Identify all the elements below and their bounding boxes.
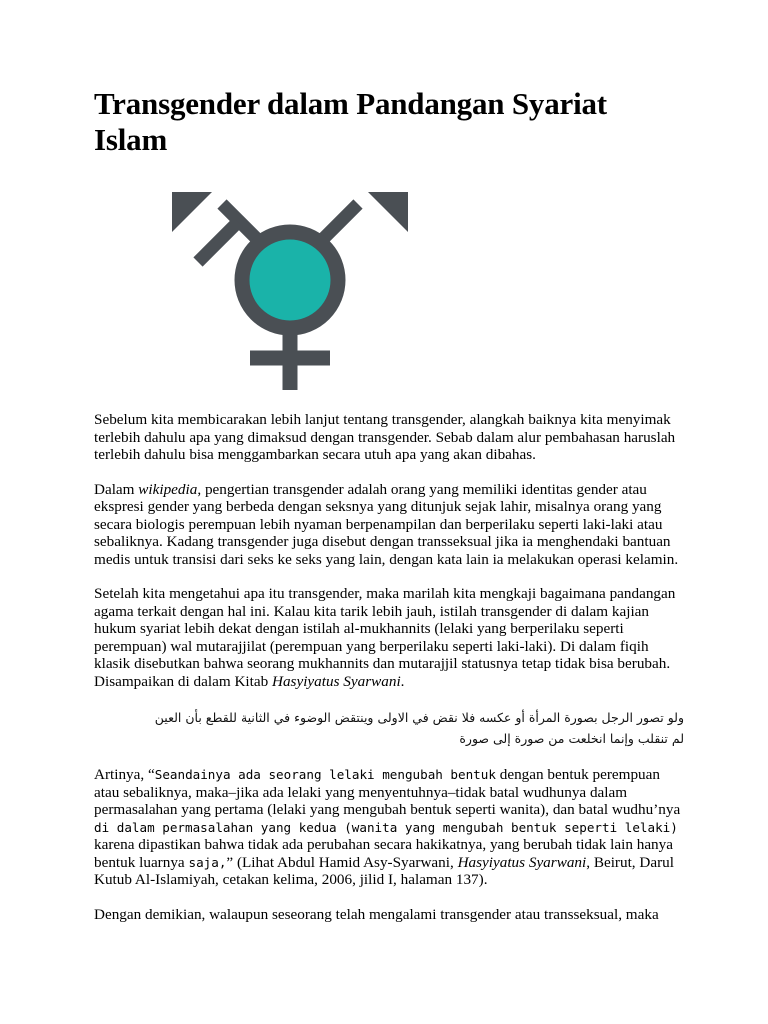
- paragraph-5: Dengan demikian, walaupun seseorang telah mengalami transgender atau transseksual, maka: [94, 905, 659, 923]
- left-crossbar: [198, 222, 238, 262]
- left-arrow-head: [172, 192, 212, 232]
- arabic-line-2: لم تنقلب وإنما انخلعت من صورة إلى صورة: [459, 731, 684, 746]
- paragraph-4: Artinya, “Seandainya ada seorang lelaki mengubah bentuk dengan bentuk perempuan atau sebaliknya, maka–jika ada lelaki yang menyentuhnya–tidak batal wudhunya dalam permasalahan yang pertama (lelaki yang mengubah bentuk seperti wanita), dan batal wudhu’nya di dalam permasalahan yang kedua (wanita yang mengubah bentuk seperti lelaki) karena dipastikan bahwa tidak ada perubahan secara hakikatnya, yang berubah tidak lain hanya bentuk luarnya saja,” (Lihat Abdul Hamid Asy-Syarwani, Hasyiyatus Syarwani, Beirut, Darul Kutub Al-Islamiyah, cetakan kelima, 2006, jilid I, halaman 137).: [94, 766, 681, 888]
- document-page: [94, 86, 682, 158]
- arabic-line-1: ولو تصور الرجل بصورة المرأة أو عكسه فلا نقض في الاولى وينتقض الوضوء في الثانية للقطع بأن العين: [154, 710, 684, 725]
- paragraph-2: Dalam wikipedia, pengertian transgender adalah orang yang memiliki identitas gender atau ekspresi gender yang berbeda dengan seksnya yang ditunjuk sejak lahir, misalnya orang yang secara biologis perempuan lebih nyaman berpenampilan dan berperilaku seperti laki-laki atau sebaliknya. Kadang transgender juga disebut dengan transseksual jika ia menghendaki bantuan medis untuk transisi dari seks ke seks yang lain, dengan kata lain ia melakukan operasi kelamin.: [94, 480, 679, 568]
- page-title: Transgender dalam Pandangan Syariat Islam: [94, 86, 607, 157]
- article-body: [94, 411, 684, 940]
- paragraph-3: Setelah kita mengetahui apa itu transgender, maka marilah kita mengkaji bagaimana pandangan agama terkait dengan hal ini. Kalau kita tarik lebih jauh, istilah transgender di dalam kajian hukum syariat lebih dekat dengan istilah al-mukhannits (lelaki yang berperilaku seperti perempuan) wal mutarajjilat (perempuan yang berperilaku seperti laki-laki). Di dalam fiqih klasik disebutkan bahwa seorang mukhannits dan mutarajjil statusnya tetap tidak bisa berubah. Disampaikan di dalam Kitab Hasyiyatus Syarwani.: [94, 585, 676, 690]
- paragraph-1: Sebelum kita membicarakan lebih lanjut tentang transgender, alangkah baiknya kita menyimak terlebih dahulu apa yang dimaksud dengan transgender. Sebab dalam alur pembahasan haruslah terlebih dahulu bisa menggambarkan secara utuh apa yang akan dibahas.: [94, 411, 676, 463]
- right-arrow-head: [368, 192, 408, 232]
- center-ring: [242, 232, 338, 328]
- arabic-quote: [94, 707, 684, 749]
- transgender-symbol-icon: [170, 188, 410, 393]
